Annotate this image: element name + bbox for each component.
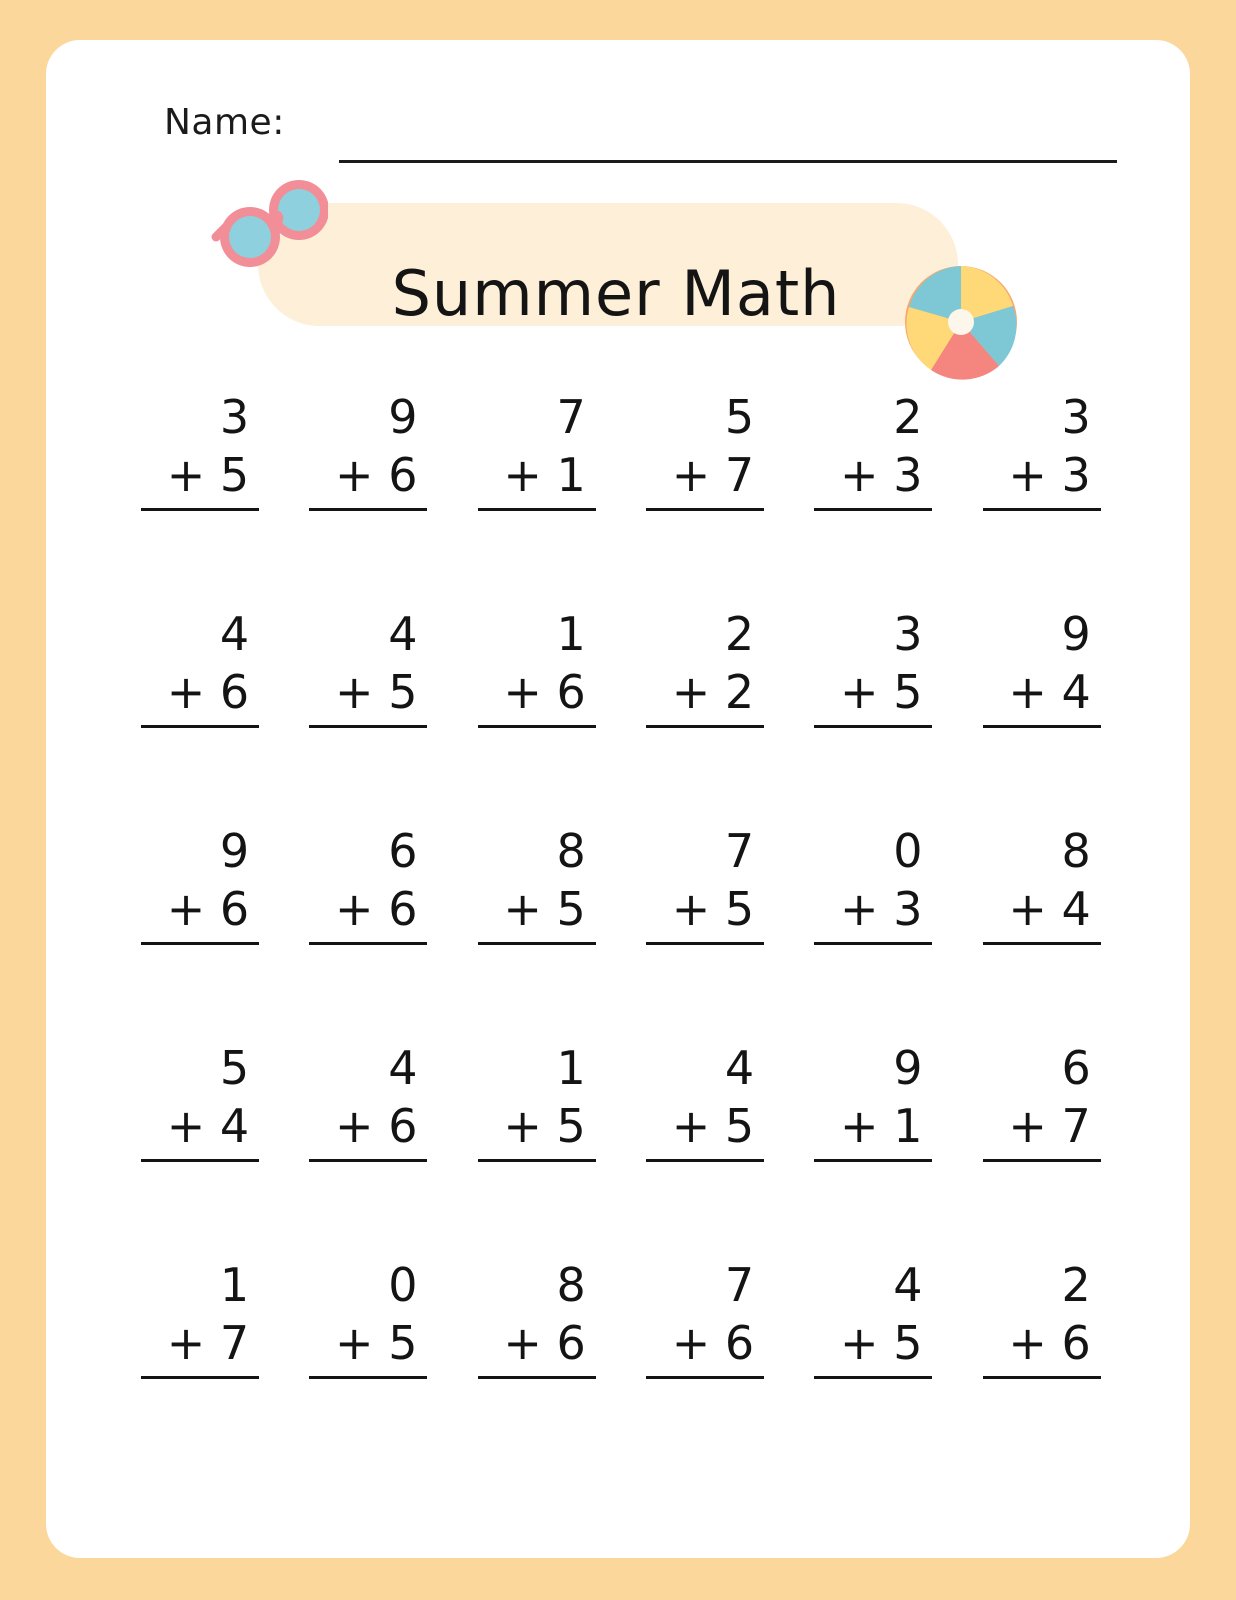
addend-bottom: + 6 [335, 448, 418, 502]
problem-21 [478, 1039, 596, 1162]
problem-3 [478, 388, 596, 511]
name-write-line[interactable] [339, 160, 1117, 163]
problem-18 [983, 822, 1101, 945]
addend-bottom: + 2 [671, 665, 755, 719]
problem-19 [141, 1039, 259, 1162]
problem-cell[interactable] [958, 1248, 1126, 1465]
addend-top: 6 [1061, 1041, 1091, 1095]
problem-cell[interactable] [958, 814, 1126, 1031]
answer-line[interactable] [983, 725, 1101, 728]
problem-5 [814, 388, 932, 511]
answer-line[interactable] [141, 508, 259, 511]
addend-bottom: + 1 [503, 448, 586, 502]
problems-grid [116, 380, 1126, 1465]
problem-14 [309, 822, 427, 945]
addend-top: 4 [893, 1258, 923, 1312]
addend-top: 5 [219, 1041, 250, 1095]
problem-cell[interactable] [116, 1248, 284, 1465]
problem-cell[interactable] [116, 814, 284, 1031]
problem-13 [141, 822, 259, 945]
addend-top: 7 [724, 824, 755, 878]
problem-23 [814, 1039, 932, 1162]
problem-24 [983, 1039, 1101, 1162]
answer-line[interactable] [478, 1159, 596, 1162]
problem-cell[interactable] [116, 380, 284, 597]
addend-top: 4 [388, 607, 418, 661]
addend-bottom: + 5 [671, 1099, 755, 1153]
problem-8 [309, 605, 427, 728]
answer-line[interactable] [141, 1376, 259, 1379]
problem-2 [309, 388, 427, 511]
addend-top: 9 [219, 824, 250, 878]
problem-cell[interactable] [789, 1031, 957, 1248]
addend-top: 4 [219, 607, 250, 661]
addend-bottom: + 6 [335, 1099, 418, 1153]
problem-29 [814, 1256, 932, 1379]
addend-bottom: + 7 [1008, 1099, 1091, 1153]
problem-27 [478, 1256, 596, 1379]
answer-line[interactable] [814, 508, 932, 511]
answer-line[interactable] [309, 942, 427, 945]
problem-17 [814, 822, 932, 945]
answer-line[interactable] [814, 725, 932, 728]
problem-22 [646, 1039, 764, 1162]
addend-bottom: + 1 [840, 1099, 923, 1153]
problem-cell[interactable] [621, 597, 789, 814]
addend-bottom: + 7 [671, 448, 755, 502]
addend-top: 7 [556, 390, 586, 444]
problem-cell[interactable] [453, 380, 621, 597]
answer-line[interactable] [814, 1159, 932, 1162]
addend-top: 8 [556, 824, 586, 878]
page-title: Summer Math [391, 256, 841, 330]
addend-bottom: + 7 [166, 1316, 250, 1370]
problem-cell[interactable] [958, 1031, 1126, 1248]
problem-1 [141, 388, 259, 511]
answer-line[interactable] [646, 942, 764, 945]
answer-line[interactable] [309, 508, 427, 511]
problem-7 [141, 605, 259, 728]
addend-top: 9 [1061, 607, 1091, 661]
addend-bottom: + 5 [503, 1099, 586, 1153]
problem-15 [478, 822, 596, 945]
problem-cell[interactable] [453, 814, 621, 1031]
addend-bottom: + 6 [166, 882, 250, 936]
problem-20 [309, 1039, 427, 1162]
answer-line[interactable] [983, 1159, 1101, 1162]
addend-top: 3 [1061, 390, 1091, 444]
problem-25 [141, 1256, 259, 1379]
problem-cell[interactable] [789, 380, 957, 597]
addend-bottom: + 6 [503, 1316, 586, 1370]
answer-line[interactable] [478, 508, 596, 511]
answer-line[interactable] [646, 508, 764, 511]
answer-line[interactable] [478, 1376, 596, 1379]
addend-bottom: + 5 [166, 448, 250, 502]
problem-cell[interactable] [621, 1248, 789, 1465]
problem-28 [646, 1256, 764, 1379]
answer-line[interactable] [141, 942, 259, 945]
addend-bottom: + 5 [503, 882, 586, 936]
problem-26 [309, 1256, 427, 1379]
answer-line[interactable] [814, 942, 932, 945]
addend-top: 5 [724, 390, 755, 444]
problem-6 [983, 388, 1101, 511]
problem-9 [478, 605, 596, 728]
addend-bottom: + 5 [671, 882, 755, 936]
answer-line[interactable] [983, 508, 1101, 511]
addend-top: 0 [893, 824, 923, 878]
problem-16 [646, 822, 764, 945]
problem-cell[interactable] [789, 597, 957, 814]
problem-4 [646, 388, 764, 511]
addend-top: 7 [724, 1258, 755, 1312]
answer-line[interactable] [478, 725, 596, 728]
addend-bottom: + 5 [840, 665, 923, 719]
addend-top: 9 [388, 390, 418, 444]
addend-bottom: + 3 [1008, 448, 1091, 502]
problem-cell[interactable] [284, 1031, 452, 1248]
problem-12 [983, 605, 1101, 728]
problem-10 [646, 605, 764, 728]
addend-bottom: + 5 [335, 665, 418, 719]
addend-top: 9 [893, 1041, 923, 1095]
addend-top: 8 [556, 1258, 586, 1312]
addend-top: 2 [1061, 1258, 1091, 1312]
problem-cell[interactable] [116, 597, 284, 814]
problem-cell[interactable] [958, 380, 1126, 597]
addend-bottom: + 6 [166, 665, 250, 719]
problem-cell[interactable] [453, 1031, 621, 1248]
problem-cell[interactable] [453, 597, 621, 814]
answer-line[interactable] [814, 1376, 932, 1379]
problem-cell[interactable] [284, 380, 452, 597]
answer-line[interactable] [646, 1159, 764, 1162]
answer-line[interactable] [983, 942, 1101, 945]
problem-11 [814, 605, 932, 728]
answer-line[interactable] [141, 725, 259, 728]
addend-top: 3 [893, 607, 923, 661]
problem-cell[interactable] [621, 814, 789, 1031]
addend-top: 3 [219, 390, 250, 444]
problem-cell[interactable] [621, 380, 789, 597]
addend-top: 0 [388, 1258, 418, 1312]
addend-top: 2 [724, 607, 755, 661]
problem-cell[interactable] [789, 1248, 957, 1465]
problem-cell[interactable] [789, 814, 957, 1031]
problem-cell[interactable] [453, 1248, 621, 1465]
addend-bottom: + 6 [503, 665, 586, 719]
problem-cell[interactable] [284, 814, 452, 1031]
addend-top: 4 [724, 1041, 755, 1095]
addend-bottom: + 3 [840, 448, 923, 502]
addend-bottom: + 5 [840, 1316, 923, 1370]
answer-line[interactable] [646, 1376, 764, 1379]
answer-line[interactable] [646, 725, 764, 728]
addend-top: 6 [388, 824, 418, 878]
addend-bottom: + 6 [671, 1316, 755, 1370]
addend-top: 2 [893, 390, 923, 444]
addend-bottom: + 4 [1008, 665, 1091, 719]
name-field-row [164, 98, 1084, 170]
answer-line[interactable] [309, 1376, 427, 1379]
problem-cell[interactable] [116, 1031, 284, 1248]
answer-line[interactable] [309, 725, 427, 728]
problem-cell[interactable] [621, 1031, 789, 1248]
addend-bottom: + 6 [1008, 1316, 1091, 1370]
addend-top: 4 [388, 1041, 418, 1095]
addend-bottom: + 4 [1008, 882, 1091, 936]
addend-top: 1 [556, 1041, 586, 1095]
answer-line[interactable] [478, 942, 596, 945]
addend-bottom: + 5 [335, 1316, 418, 1370]
name-label: Name: [164, 102, 285, 143]
problem-30 [983, 1256, 1101, 1379]
problem-cell[interactable] [284, 1248, 452, 1465]
addend-bottom: + 3 [840, 882, 923, 936]
addend-bottom: + 4 [166, 1099, 250, 1153]
answer-line[interactable] [141, 1159, 259, 1162]
worksheet-paper [46, 40, 1190, 1558]
addend-bottom: + 6 [335, 882, 418, 936]
addend-top: 1 [556, 607, 586, 661]
addend-top: 8 [1061, 824, 1091, 878]
addend-top: 1 [219, 1258, 250, 1312]
answer-line[interactable] [983, 1376, 1101, 1379]
problem-cell[interactable] [958, 597, 1126, 814]
answer-line[interactable] [309, 1159, 427, 1162]
problem-cell[interactable] [284, 597, 452, 814]
